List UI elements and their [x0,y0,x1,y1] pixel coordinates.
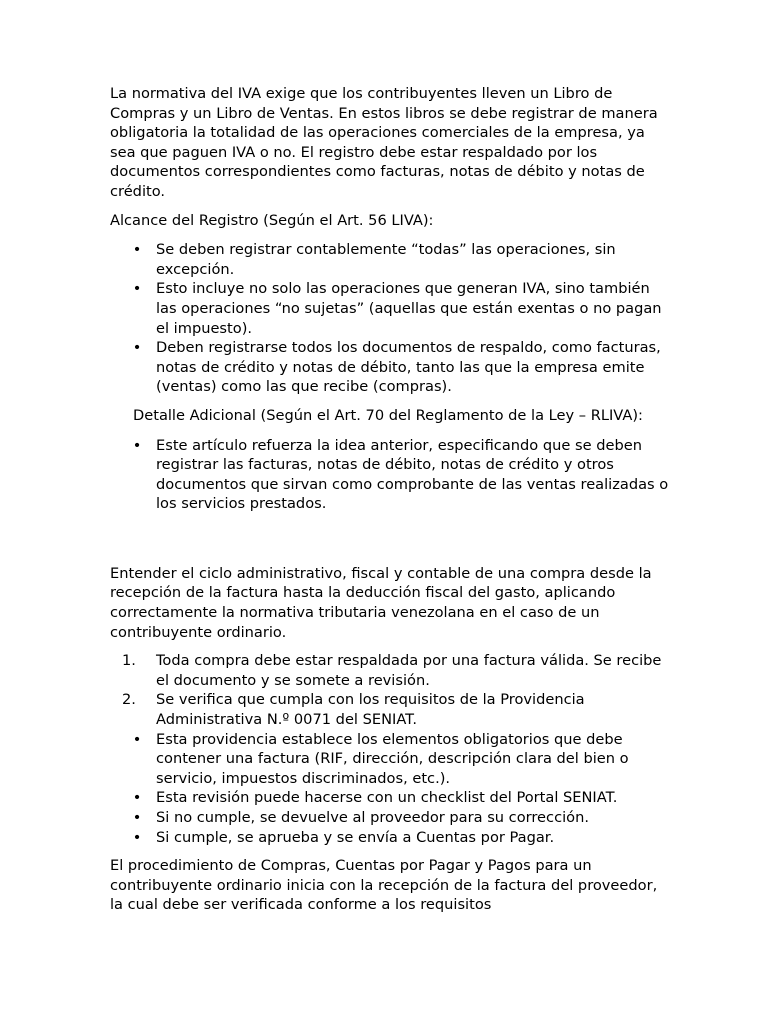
list-item [110,788,670,808]
steps-list [110,651,670,729]
bullet-marker: • [132,280,142,298]
procedure-paragraph: El procedimiento de Compras, Cuentas por Pagar y Pagos para un contribuyente ordinario inicia con la recepción de la factura del proveedor, la cual debe ser verificada conforme a los requisitos [110,857,658,914]
bullet-marker: • [132,730,142,748]
step-number: 1. [122,652,136,670]
list-item-text: Este artículo refuerza la idea anterior, especificando que se deben registrar las facturas, notas de débito, notas de crédito y otros documentos que sirvan como comprobante de las ventas realizadas o los servicios prestados. [156,436,669,513]
step-text: Se verifica que cumpla con los requisitos de la Providencia Administrativa N.º 0071 del SENIAT. [156,691,585,729]
list-item [110,436,670,514]
scope-list [110,240,670,397]
list-item-text: Deben registrarse todos los documentos de respaldo, como facturas, notas de crédito y notas de débito, tanto las que la empresa emite (ventas) como las que recibe (compras). [156,339,661,396]
step-bullets-list [110,730,670,848]
list-item-text: Esto incluye no solo las operaciones que generan IVA, sino también las operaciones “no sujetas” (aquellas que están exentas o no pagan el impuesto). [156,280,662,337]
list-item-text: Si no cumple, se devuelve al proveedor para su corrección. [156,809,589,826]
list-item [110,730,670,789]
numbered-step [110,690,670,729]
detail-list [110,436,670,514]
list-item-text: Si cumple, se aprueba y se envía a Cuentas por Pagar. [156,828,555,846]
numbered-step [110,651,670,690]
intro-paragraph: La normativa del IVA exige que los contribuyentes lleven un Libro de Compras y un Libro de Ventas. En estos libros se debe registrar de manera obligatoria la totalidad de las operaciones comerciales de la empresa, ya sea que paguen IVA o no. El registro debe estar respaldado por los documentos correspondientes como facturas, notas de débito y notas de crédito. [110,85,658,200]
step-number: 2. [122,691,136,709]
list-item [110,279,670,338]
document-page [110,84,670,915]
list-item [110,240,670,279]
bullet-marker: • [132,241,142,259]
scope-heading: Alcance del Registro (Según el Art. 56 LIVA): [110,211,434,229]
list-item [110,338,670,397]
bullet-marker: • [132,828,142,846]
bullet-marker: • [132,789,142,807]
bullet-marker: • [132,339,142,357]
list-item-text: Esta providencia establece los elementos obligatorios que debe contener una factura (RIF, dirección, descripción clara del bien o servicio, impuestos discriminados, etc.). [156,730,629,787]
list-item-text: Se deben registrar contablemente “todas” las operaciones, sin excepción. [156,241,616,278]
list-item-text: Esta revisión puede hacerse con un checklist del Portal SENIAT. [156,789,618,807]
step-text: Toda compra debe estar respaldada por una factura válida. Se recibe el documento y se somete a revisión. [156,652,662,689]
bullet-marker: • [132,436,142,454]
list-item [110,808,670,828]
list-item [110,828,670,848]
bullet-marker: • [132,809,142,826]
detail-heading: Detalle Adicional (Según el Art. 70 del Reglamento de la Ley – RLIVA): [133,406,643,424]
goal-paragraph: Entender el ciclo administrativo, fiscal y contable de una compra desde la recepción de la factura hasta la deducción fiscal del gasto, aplicando correctamente la normativa tributaria venezolana en el caso de un contribuyente ordinario. [110,564,652,641]
